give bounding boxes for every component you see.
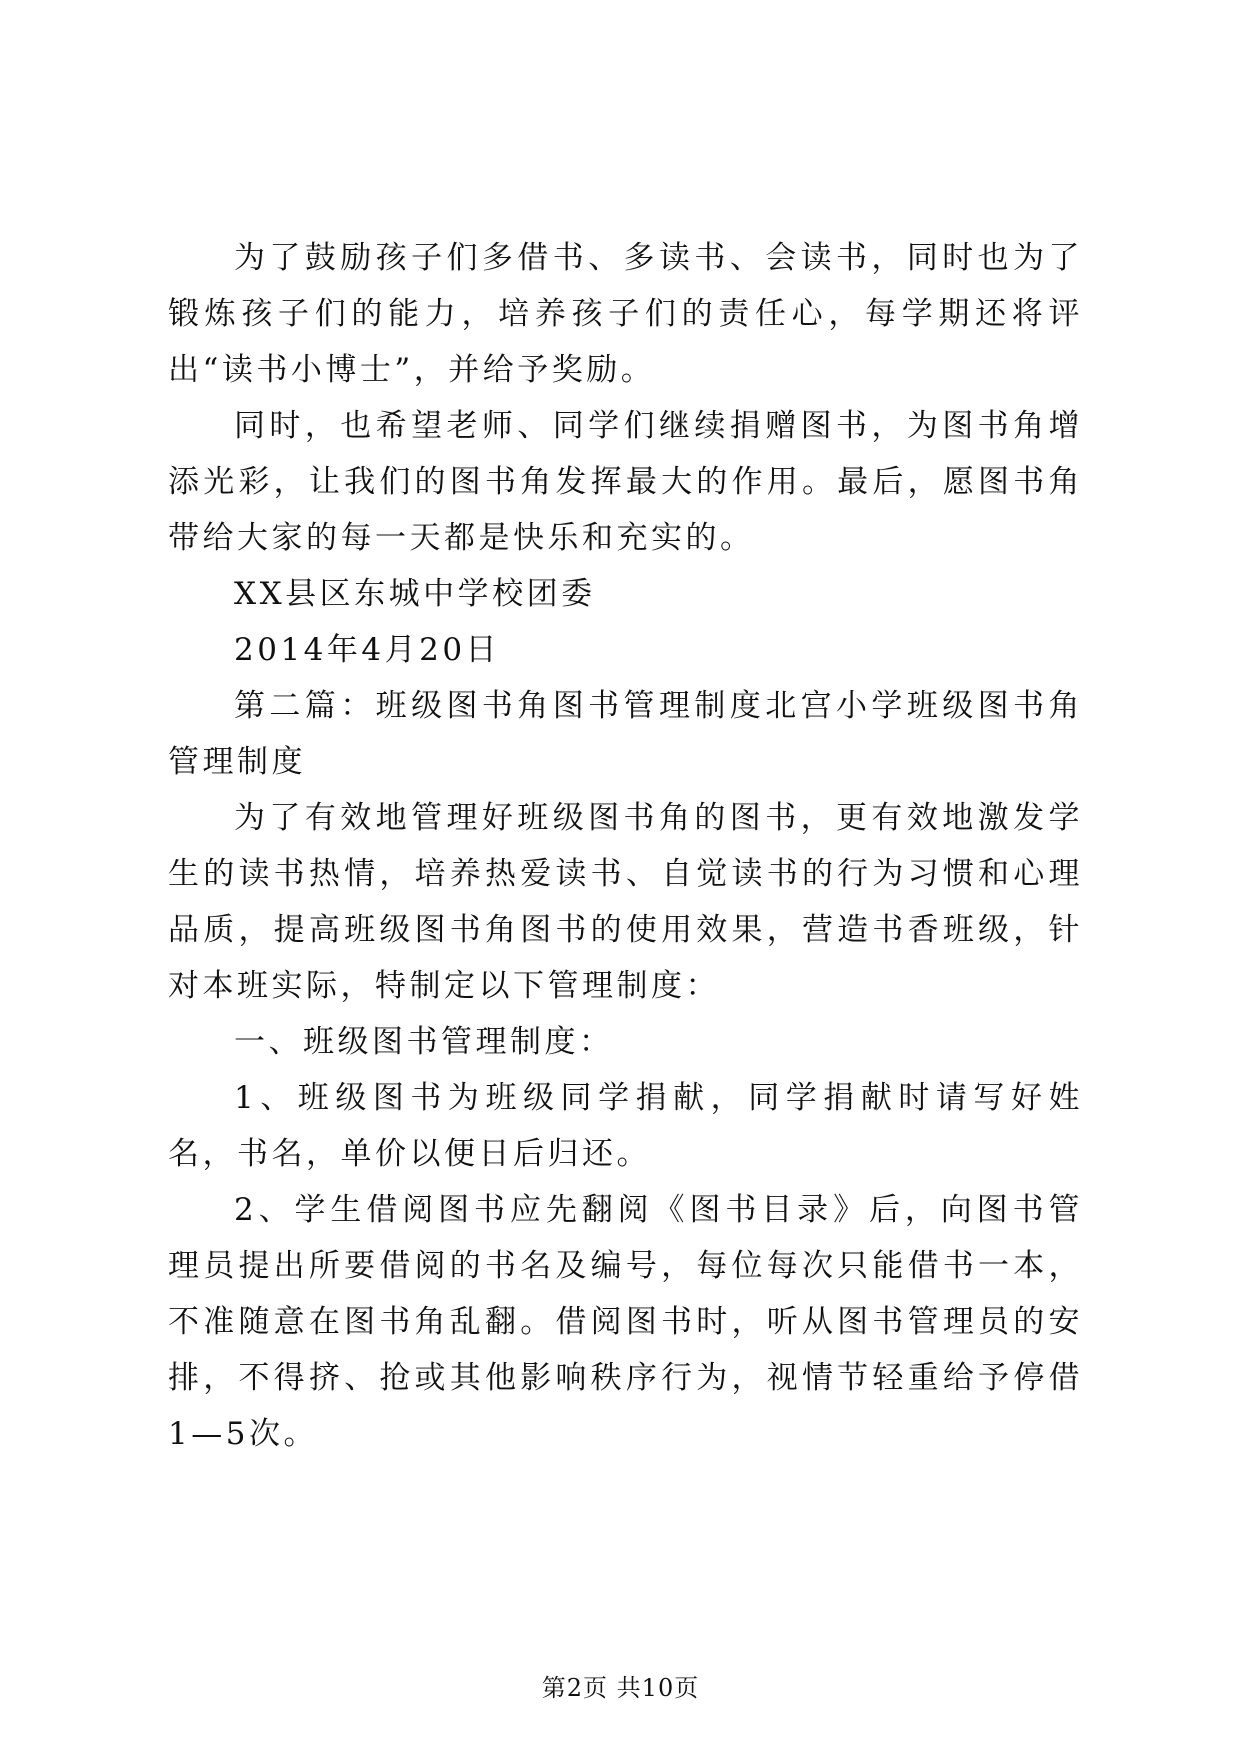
rule-item-2: 2、学生借阅图书应先翻阅《图书目录》后，向图书管理员提出所要借阅的书名及编号，每位每次只能借书一本，不准随意在图书角乱翻。借阅图书时，听从图书管理员的安排，不得挤、抢或其他影响秩序行为，视情节轻重给予停借1—5次。	[168, 1192, 1083, 1452]
section-title-second-article: 第二篇：班级图书角图书管理制度北宫小学班级图书角管理制度	[168, 688, 1083, 780]
page-number: 第2页 共10页	[541, 1674, 700, 1702]
signature-date: 2014年4月20日	[234, 632, 501, 668]
document-body	[168, 230, 1083, 1462]
rule-item-1: 1、班级图书为班级同学捐献，同学捐献时请写好姓名，书名，单价以便日后归还。	[168, 1080, 1083, 1172]
heading-class-book-rules: 一、班级图书管理制度：	[234, 1024, 614, 1060]
paragraph-book-donation: 同时，也希望老师、同学们继续捐赠图书，为图书角增添光彩，让我们的图书角发挥最大的作用。最后，愿图书角带给大家的每一天都是快乐和充实的。	[168, 408, 1083, 556]
paragraph-management-intro: 为了有效地管理好班级图书角的图书，更有效地激发学生的读书热情，培养热爱读书、自觉读书的行为习惯和心理品质，提高班级图书角图书的使用效果，营造书香班级，针对本班实际，特制定以下管理制度：	[168, 800, 1083, 1004]
page-footer	[0, 1668, 1241, 1703]
signature-organization: XX县区东城中学校团委	[234, 576, 596, 612]
paragraph-reading-encouragement: 为了鼓励孩子们多借书、多读书、会读书，同时也为了锻炼孩子们的能力，培养孩子们的责任心，每学期还将评出“读书小博士”，并给予奖励。	[168, 240, 1083, 388]
